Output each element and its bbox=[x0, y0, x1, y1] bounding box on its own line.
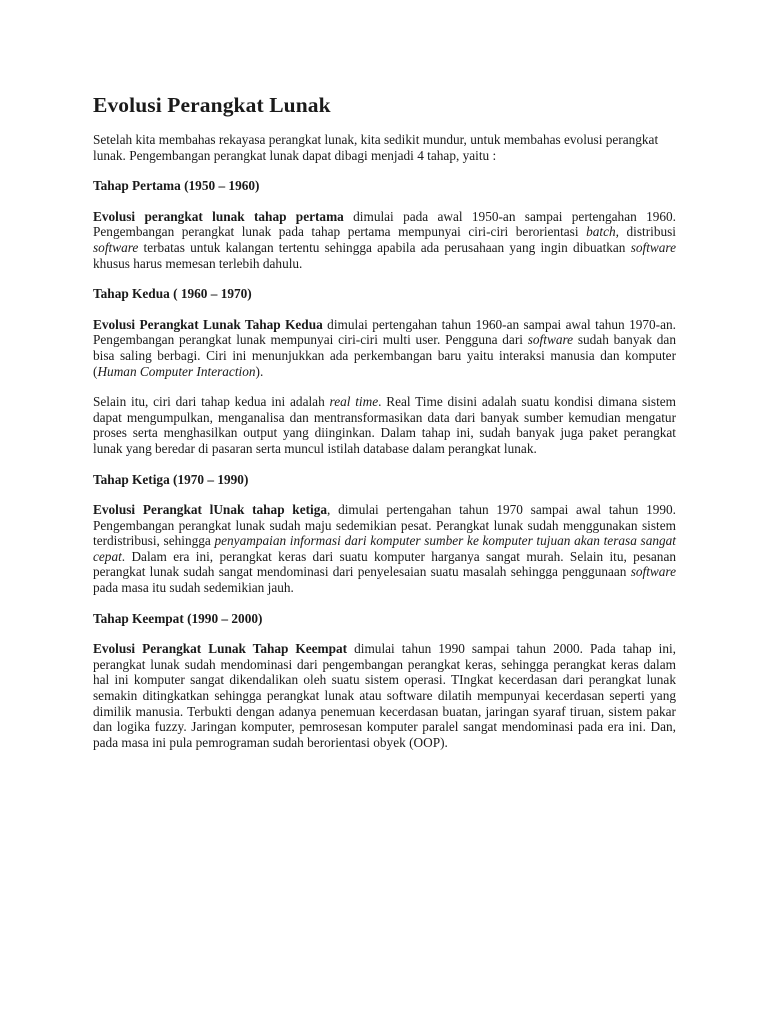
italic-term: Human Computer Interaction bbox=[97, 363, 256, 379]
italic-term: software bbox=[630, 564, 676, 580]
paragraph-text: sudah banyak dan bisa saling berbagi. Ciri ini menunjukkan ada perkembangan baru yaitu interaksi manusia dan komputer ( bbox=[93, 332, 676, 379]
italic-term: software bbox=[527, 332, 574, 348]
paragraph-tahap-keempat bbox=[93, 641, 676, 750]
paragraph-text: dimulai pertengahan tahun 1960-an sampai awal tahun 1970-an. Pengembangan perangkat lunak mempunyai ciri-ciri multi user. Pengguna dari bbox=[93, 316, 676, 348]
paragraph-tahap-pertama bbox=[93, 209, 676, 271]
paragraph-text: distribusi bbox=[618, 224, 676, 240]
italic-term: software bbox=[630, 239, 676, 255]
paragraph-text: dimulai tahun 1990 sampai tahun 2000. Pada tahap ini, perangkat lunak sudah mendominasi dari pengembangan perangkat keras, sehingga perangkat keras dalam hal ini komputer sangat dikendalikan oleh suatu sistem operasi. TIngkat kecerdasan dari perangkat lunak semakin ditingkatkan sehingga perangkat lunak atau software dilatih mempunyai kecerdasan seperti yang dimilik manusia. Terbukti dengan adanya penemuan kecerdasan buatan, jaringan syaraf tiruan, sistem pakar dan logika fuzzy. Jaringan komputer, pemrosesan komputer paralel sangat mendominasi pada era ini. Dan, pada masa ini pula pemrograman sudah berorientasi obyek (OOP). bbox=[93, 641, 676, 750]
paragraph-text: . Dalam era ini, perangkat keras dari suatu komputer harganya sangat murah. Selain itu, pesanan perangkat lunak sudah sangat mendominasi dari penyelesaian suatu masalah sehingga penggunaan bbox=[93, 548, 676, 580]
bold-lead: Evolusi Perangkat lUnak tahap ketiga bbox=[93, 502, 328, 518]
paragraph-text: terbatas untuk kalangan tertentu sehingga apabila ada perusahaan yang ingin dibuatkan bbox=[138, 239, 631, 255]
italic-term: batch, bbox=[586, 224, 619, 240]
paragraph-tahap-kedua bbox=[93, 317, 676, 379]
section-heading-tahap-keempat: Tahap Keempat (1990 – 2000) bbox=[93, 610, 263, 626]
bold-lead: Evolusi Perangkat Lunak Tahap Keempat bbox=[93, 641, 348, 657]
paragraph-text: dimulai pada awal 1950-an sampai pertengahan 1960. Pengembangan perangkat lunak pada tahap pertama mempunyai ciri-ciri berorientasi bbox=[93, 208, 676, 240]
paragraph-text: khusus harus memesan terlebih dahulu. bbox=[93, 255, 303, 271]
section-heading-tahap-kedua: Tahap Kedua ( 1960 – 1970) bbox=[93, 286, 252, 302]
paragraph-tahap-ketiga bbox=[93, 502, 676, 596]
intro-paragraph: Setelah kita membahas rekayasa perangkat lunak, kita sedikit mundur, untuk membahas evolusi perangkat lunak. Pengembangan perangkat lunak dapat dibagi menjadi 4 tahap, yaitu : bbox=[93, 132, 659, 163]
italic-term: software bbox=[93, 239, 139, 255]
paragraph-text: ). bbox=[255, 363, 264, 379]
document-page bbox=[93, 92, 676, 765]
italic-term: penyampaian informasi dari komputer sumber ke komputer tujuan akan terasa sangat cepat bbox=[93, 533, 676, 564]
paragraph-text: Selain itu, ciri dari tahap kedua ini adalah bbox=[93, 394, 330, 410]
paragraph-text: pada masa itu sudah sedemikian jauh. bbox=[93, 580, 294, 596]
section-heading-tahap-pertama: Tahap Pertama (1950 – 1960) bbox=[93, 178, 260, 194]
document-title: Evolusi Perangkat Lunak bbox=[93, 93, 331, 117]
paragraph-tahap-kedua-2 bbox=[93, 394, 676, 456]
italic-term: real time bbox=[329, 394, 379, 410]
section-heading-tahap-ketiga: Tahap Ketiga (1970 – 1990) bbox=[93, 471, 249, 487]
bold-lead: Evolusi Perangkat Lunak Tahap Kedua bbox=[93, 316, 323, 332]
paragraph-text: , dimulai pertengahan tahun 1970 sampai awal tahun 1990. Pengembangan perangkat lunak sudah maju sedemikian pesat. Perangkat lunak sudah menggunakan sistem terdistribusi, sehingga bbox=[93, 502, 676, 549]
bold-lead: Evolusi perangkat lunak tahap pertama bbox=[93, 208, 344, 224]
paragraph-text: . Real Time disini adalah suatu kondisi dimana sistem dapat mengumpulkan, menganalisa dan mentransformasikan data dari banyak sumber kemudian mengatur proses serta menghasilkan output yang diinginkan. Dalam tahap ini, sudah banyak juga paket perangkat lunak yang beredar di pasaran serta muncul istilah database dalam perangkat lunak. bbox=[93, 394, 677, 456]
